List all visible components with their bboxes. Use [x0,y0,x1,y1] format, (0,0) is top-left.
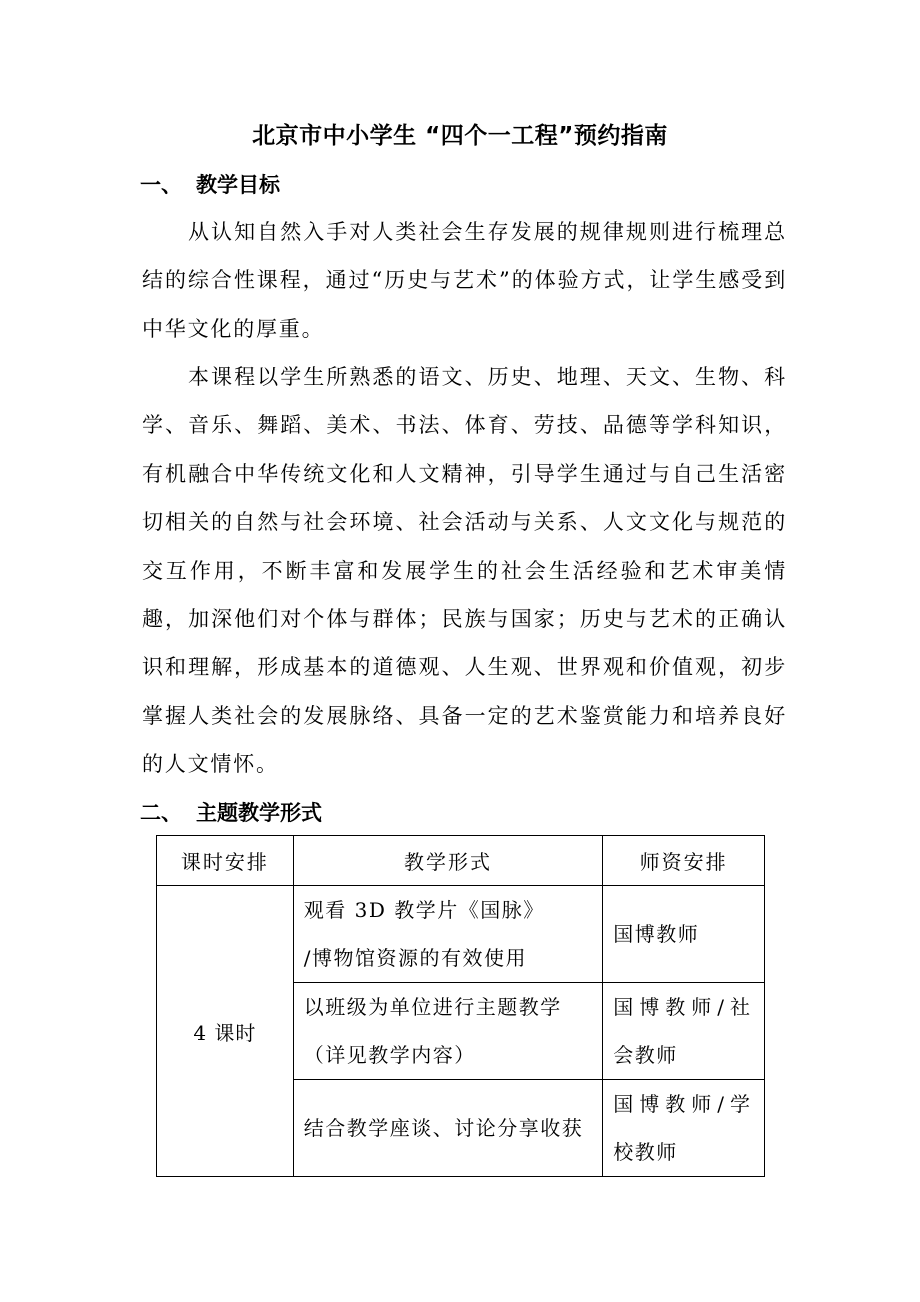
table-row [157,886,765,983]
section-title: 教学目标 [196,173,280,197]
staff-line: 会教师 [613,1043,678,1067]
staff-line: 国博教师/社 [613,995,756,1019]
section-heading-forms [140,796,322,830]
staff-line: 校教师 [613,1140,678,1164]
form-line: 以班级为单位进行主题教学 [303,995,562,1019]
paragraph: 本课程以学生所熟悉的语文、历史、地理、天文、生物、科学、音乐、舞蹈、美术、书法、体育、劳技、品德等学科知识，有机融合中华传统文化和人文精神，引导学生通过与自己生活密切相关的自然与社会环境、社会活动与关系、人文文化与规范的交互作用，不断丰富和发展学生的社会生活经验和艺术审美情趣，加深他们对个体与群体；民族与国家；历史与艺术的正确认识和理解，形成基本的道德观、人生观、世界观和价值观，初步掌握人类社会的发展脉络、具备一定的艺术鉴赏能力和培养良好的人文情怀。 [142,365,787,777]
form-cell [293,983,602,1080]
staff-cell [603,1080,765,1177]
section-number: 二、 [140,801,182,825]
form-line: 观看 3D 教学片《国脉》 [303,898,545,922]
section-number: 一、 [140,173,182,197]
table-header-cell: 教学形式 [293,836,602,886]
form-line: 结合教学座谈、讨论分享收获 [303,1116,584,1140]
paragraph: 从认知自然入手对人类社会生存发展的规律规则进行梳理总结的综合性课程，通过“历史与艺术”的体验方式，让学生感受到中华文化的厚重。 [142,220,787,341]
section-heading-goals [140,168,280,202]
document-title: 北京市中小学生 “四个一工程”预约指南 [252,123,668,149]
table-header-cell: 课时安排 [157,836,294,886]
table-header-row [157,836,765,886]
form-cell [293,1080,602,1177]
staff-line: 国博教师/学 [613,1092,756,1116]
table-header-cell: 师资安排 [603,836,765,886]
staff-cell [603,886,765,983]
form-line: （详见教学内容） [303,1043,476,1067]
staff-line: 国博教师 [613,922,700,946]
form-line: /博物馆资源的有效使用 [303,946,527,970]
staff-cell [603,983,765,1080]
form-cell [293,886,602,983]
hours-cell: 4 课时 [157,886,294,1177]
section-title: 主题教学形式 [196,801,322,825]
teaching-form-table [156,835,765,1177]
